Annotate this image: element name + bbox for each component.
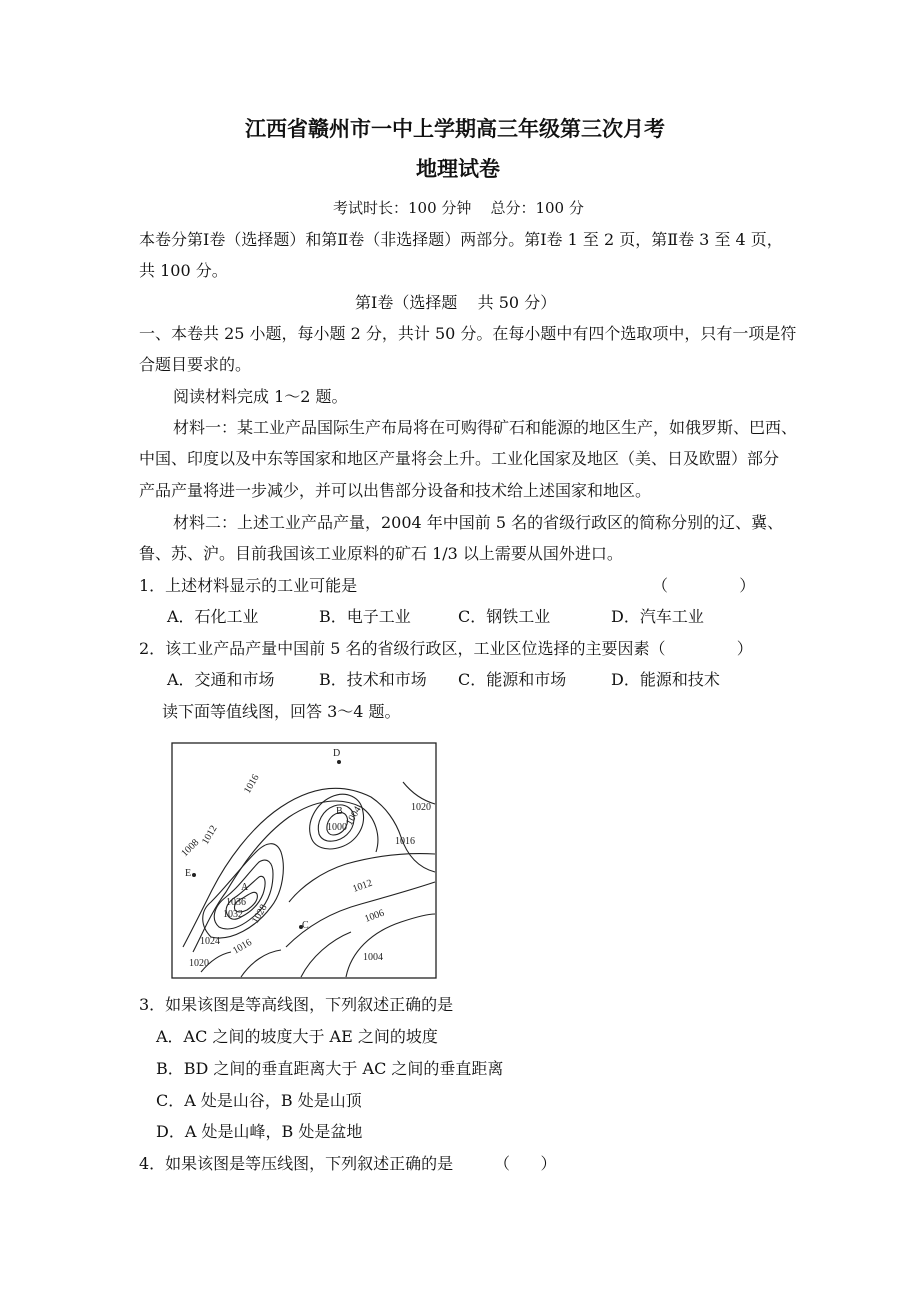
point-label-b: B [336,806,343,817]
q1-option-a: A．石化工业 [167,607,259,626]
isoline-value: 1036 [226,897,246,908]
material2-line-1: 材料二：上述工业产品产量，2004 年中国前 5 名的省级行政区的简称分别的辽、冀、 [173,513,784,532]
instructions-line-2: 合题目要求的。 [139,355,252,374]
isoline-value: 1020 [411,802,431,813]
isoline-value: 1012 [200,823,220,847]
isoline-value: 1024 [200,936,220,947]
point-d-marker [337,760,341,764]
q1-option-b: B．电子工业 [319,607,411,626]
isoline-value: 1020 [189,958,209,969]
document-title: 江西省赣州市一中上学期高三年级第三次月考 [245,117,665,141]
q2-option-d: D．能源和技术 [611,670,720,689]
isoline-value: 1012 [351,877,374,895]
isoline-value: 1008 [179,837,202,860]
question-4-stem: 4．如果该图是等压线图，下列叙述正确的是 [139,1154,454,1173]
q2-option-c: C．能源和市场 [458,670,567,689]
point-label-d: D [333,748,341,759]
question-1-answer-bracket: （ ） [652,576,756,595]
material1-line-3: 产品产量将进一步减少，并可以出售部分设备和技术给上述国家和地区。 [139,481,652,500]
intro-line-2: 共 100 分。 [139,261,228,280]
question-3-stem: 3．如果该图是等高线图，下列叙述正确的是 [139,995,454,1014]
point-label-c: C [302,920,309,931]
part1-heading: 第Ⅰ卷（选择题 共 50 分） [355,293,557,312]
instructions-line-1: 一、本卷共 25 小题，每小题 2 分，共计 50 分。在每小题中有四个选取项中，只有一项是符 [139,324,797,343]
q3-option-b: B．BD 之间的垂直距离大于 AC 之间的垂直距离 [156,1059,504,1078]
exam-info: 考试时长：100 分钟 总分：100 分 [333,199,584,217]
q1-option-d: D．汽车工业 [611,607,704,626]
isoline-value: 1004 [344,804,364,828]
isoline-value: 1016 [231,937,254,957]
material1-line-2: 中国、印度以及中东等国家和地区产量将会上升。工业化国家及地区（美、日及欧盟）部分 [139,449,780,468]
document-subtitle: 地理试卷 [416,157,500,181]
q3-option-d: D．A 处是山峰，B 处是盆地 [156,1122,363,1141]
q3-option-c: C．A 处是山谷，B 处是山顶 [156,1091,362,1110]
question-2-stem: 2．该工业产品产量中国前 5 名的省级行政区，工业区位选择的主要因素（ ） [139,639,753,658]
material2-line-2: 鲁、苏、沪。目前我国该工业原料的矿石 1/3 以上需要从国外进口。 [139,544,623,563]
question-1-stem: 1．上述材料显示的工业可能是 [139,576,358,595]
q2-option-b: B．技术和市场 [319,670,427,689]
isoline-value: 1006 [363,907,386,925]
point-label-e: E [185,868,192,879]
question-4-answer-bracket: （ ） [494,1154,557,1173]
isoline-value: 1016 [395,836,415,847]
q2-option-a: A．交通和市场 [167,670,275,689]
intro-line-1: 本卷分第Ⅰ卷（选择题）和第Ⅱ卷（非选择题）两部分。第Ⅰ卷 1 至 2 页，第Ⅱ卷 3 至 4 页， [139,230,783,249]
material1-line-1: 材料一：某工业产品国际生产布局将在可购得矿石和能源的地区生产，如俄罗斯、巴西、 [173,418,798,437]
isoline-value: 1032 [223,909,243,920]
q3-option-a: A．AC 之间的坡度大于 AE 之间的坡度 [156,1027,438,1046]
isoline-map [171,742,438,980]
point-e-marker [192,873,196,877]
isoline-value: 1016 [242,772,262,796]
read-material-note: 阅读材料完成 1～2 题。 [173,387,348,406]
point-label-a: A [241,882,249,893]
q1-option-c: C．钢铁工业 [458,607,551,626]
isoline-value: 1004 [363,952,383,963]
isoline-value: 1028 [250,902,270,926]
isoline-value: 1000 [327,822,347,833]
map-intro: 读下面等值线图，回答 3～4 题。 [162,702,401,721]
